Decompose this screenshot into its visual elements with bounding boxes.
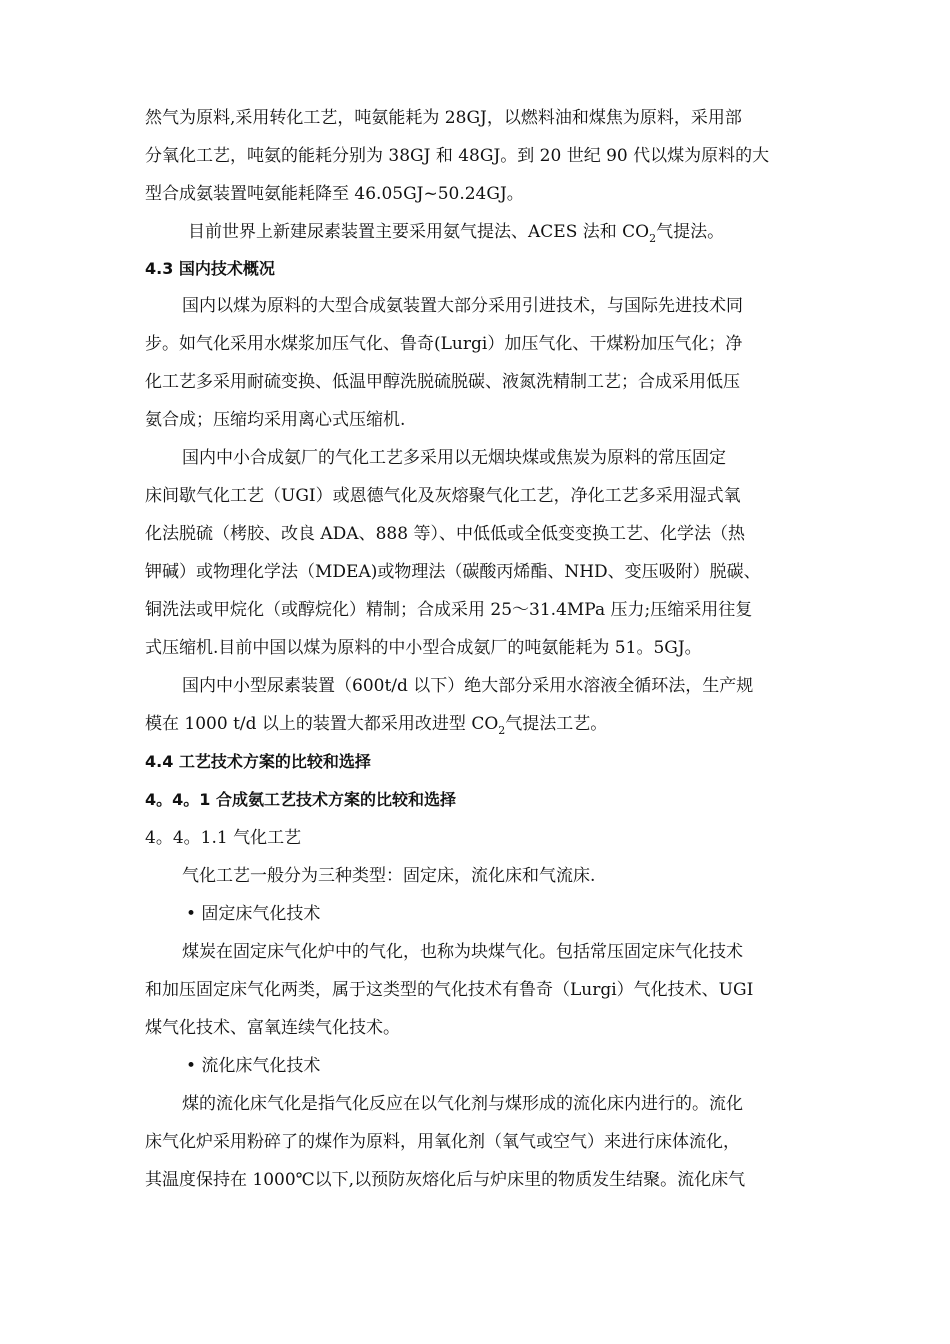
bullet-item: • 流化床气化技术: [186, 1056, 321, 1076]
paragraph-line: 国内以煤为原料的大型合成氨装置大部分采用引进技术，与国际先进技术同: [182, 296, 743, 316]
paragraph-line: 步。如气化采用水煤浆加压气化、鲁奇(Lurgi）加压气化、干煤粉加压气化；净: [145, 334, 743, 354]
paragraph-line: 式压缩机.目前中国以煤为原料的中小型合成氨厂的吨氨能耗为 51。5GJ。: [145, 638, 702, 658]
paragraph-line: [145, 713, 607, 735]
paragraph-line: 和加压固定床气化两类，属于这类型的气化技术有鲁奇（Lurgi）气化技术、UGI: [145, 980, 754, 1000]
paragraph-line: 钾碱）或物理化学法（MDEA)或物理法（碳酸丙烯酯、NHD、变压吸附）脱碳、: [145, 562, 761, 582]
paragraph-line: 分氧化工艺，吨氨的能耗分别为 38GJ 和 48GJ。到 20 世纪 90 代以煤为原料的大: [145, 146, 770, 166]
paragraph-line: 铜洗法或甲烷化（或醇烷化）精制；合成采用 25～31.4MPa 压力;压缩采用往复: [145, 600, 753, 620]
paragraph-line: 国内中小合成氨厂的气化工艺多采用以无烟块煤或焦炭为原料的常压固定: [182, 448, 726, 468]
paragraph-line: 煤的流化床气化是指气化反应在以气化剂与煤形成的流化床内进行的。流化: [182, 1094, 743, 1114]
paragraph-line: 其温度保持在 1000℃以下,以预防灰熔化后与炉床里的物质发生结聚。流化床气: [145, 1170, 746, 1190]
text-run: 模在 1000 t/d 以上的装置大都采用改进型 CO: [145, 714, 499, 734]
paragraph-line: 型合成氨装置吨氨能耗降至 46.05GJ~50.24GJ。: [145, 184, 524, 204]
subscript: 2: [498, 724, 506, 737]
text-run: 气提法工艺。: [505, 714, 608, 734]
section-heading: 4.4 工艺技术方案的比较和选择: [145, 752, 371, 771]
paragraph-line: 床间歇气化工艺（UGI）或恩德气化及灰熔聚气化工艺，净化工艺多采用湿式氧: [145, 486, 741, 506]
paragraph-line: 然气为原料,采用转化工艺，吨氨能耗为 28GJ，以燃料油和煤焦为原料，采用部: [145, 108, 742, 128]
paragraph-line: 氨合成；压缩均采用离心式压缩机.: [145, 410, 406, 430]
paragraph-line: 煤气化技术、富氧连续气化技术。: [145, 1018, 400, 1038]
text-run: 目前世界上新建尿素装置主要采用氨气提法、ACES 法和 CO: [188, 222, 650, 242]
subsection-heading: 4。4。1 合成氨工艺技术方案的比较和选择: [145, 790, 456, 809]
subsubsection-heading: 4。4。1.1 气化工艺: [145, 828, 302, 848]
subscript: 2: [649, 232, 657, 245]
text-run: 气提法。: [656, 222, 725, 242]
paragraph-line: [188, 221, 724, 243]
paragraph-line: 国内中小型尿素装置（600t/d 以下）绝大部分采用水溶液全循环法，生产规: [182, 676, 754, 696]
bullet-item: • 固定床气化技术: [186, 904, 321, 924]
paragraph-line: 化工艺多采用耐硫变换、低温甲醇洗脱硫脱碳、液氮洗精制工艺；合成采用低压: [145, 372, 740, 392]
paragraph-line: 气化工艺一般分为三种类型：固定床，流化床和气流床.: [182, 866, 596, 886]
paragraph-line: 煤炭在固定床气化炉中的气化，也称为块煤气化。包括常压固定床气化技术: [182, 942, 743, 962]
paragraph-line: 床气化炉采用粉碎了的煤作为原料，用氧化剂（氧气或空气）来进行床体流化，: [145, 1132, 740, 1152]
paragraph-line: 化法脱硫（栲胶、改良 ADA、888 等）、中低低或全低变变换工艺、化学法（热: [145, 524, 745, 544]
section-heading: 4.3 国内技术概况: [145, 259, 275, 278]
